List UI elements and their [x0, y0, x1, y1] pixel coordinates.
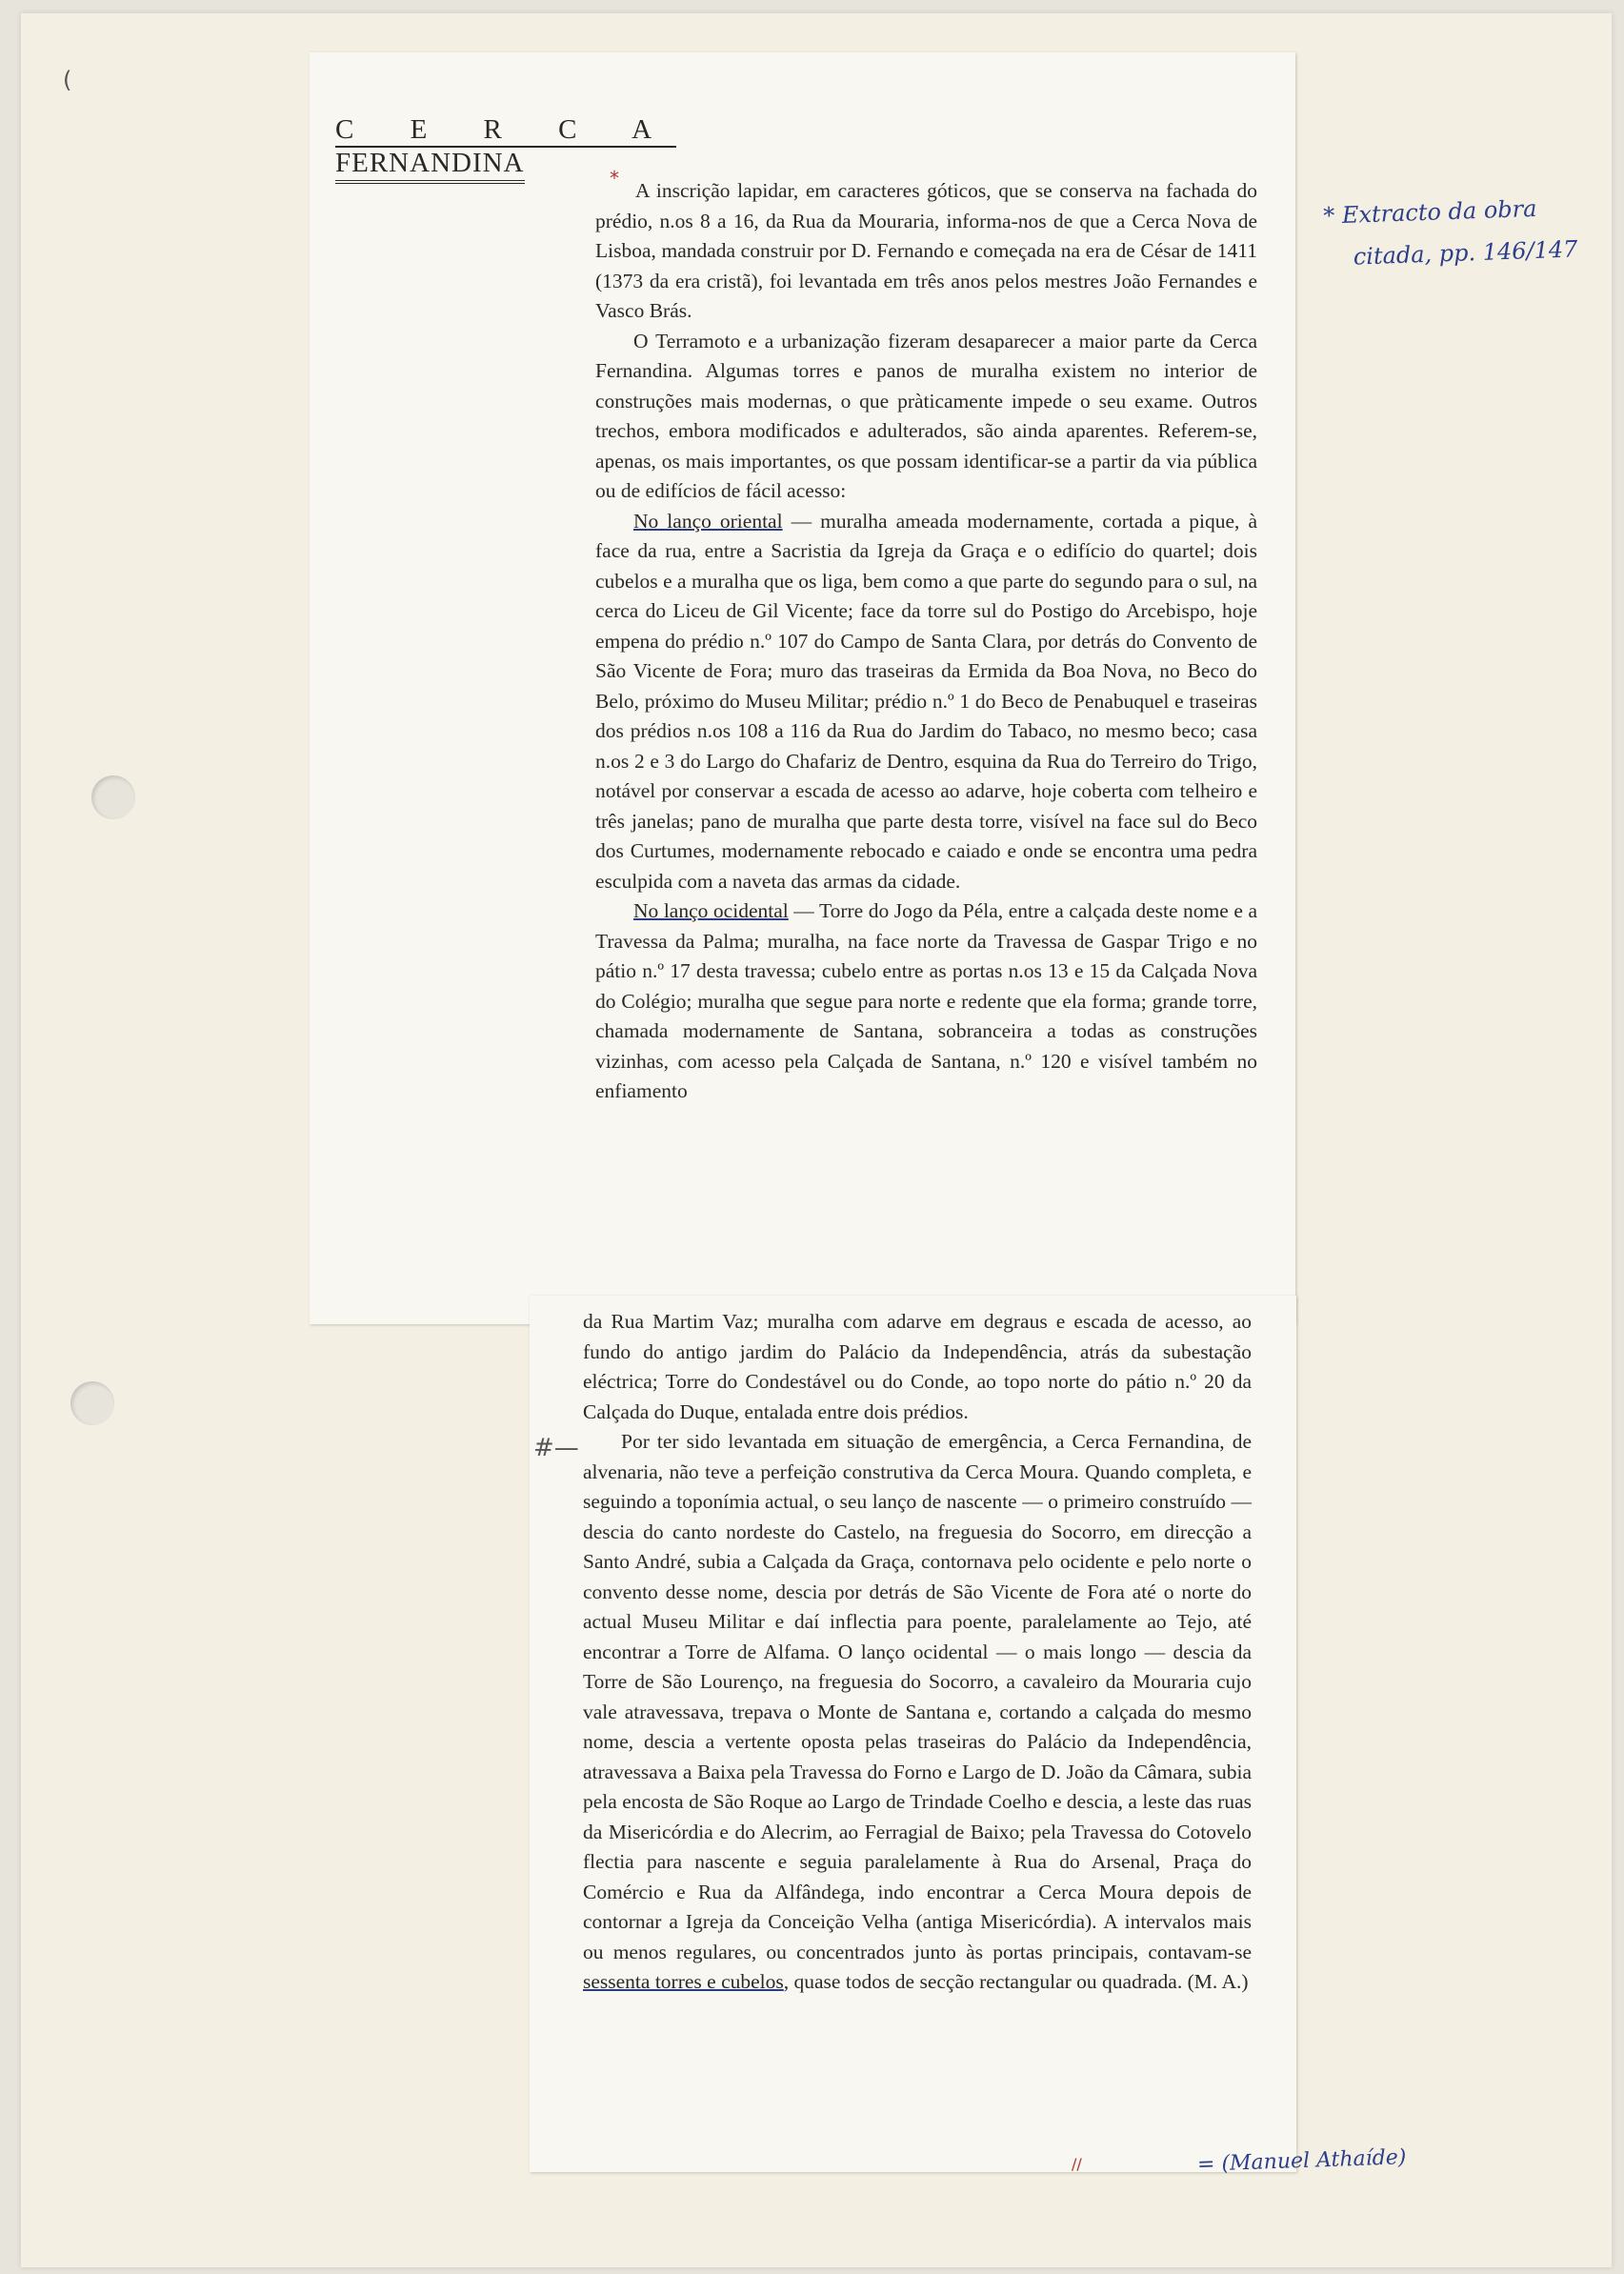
hash-mark: #—	[533, 1434, 579, 1462]
article-body-top	[595, 176, 1257, 1107]
punch-hole-upper	[91, 775, 135, 819]
margin-note-line-1: * Extracto da obra	[1322, 194, 1537, 230]
left-edge-mark: (	[63, 67, 72, 93]
margin-note-line-2: citada, pp. 146/147	[1353, 235, 1578, 271]
paragraph-summary	[583, 1427, 1252, 1998]
text-summary-end: , quase todos de secção rectangular ou quadrada. (M. A.)	[783, 1970, 1249, 1993]
title-line-1: C E R C A	[335, 114, 676, 148]
handwritten-margin-note	[1323, 186, 1579, 278]
text-summary-start: Por ter sido levantada em situação de emergência, a Cerca Fernandina, de alvenaria, não teve a perfeição construtiva da Cerca Moura. Quando completa, e seguindo a toponímia actual, o seu lanço de nascente — o primeiro construído — descia do canto nordeste do Castelo, na freguesia do Socorro, em direcção a Santo André, subia a Calçada da Graça, contornava pelo ocidente e pelo norte o convento desse nome, descia por detrás de São Vicente de Fora até o norte do actual Museu Militar e daí inflectia para poente, paralelamente ao Tejo, até encontrar a Torre de Alfama. O lanço ocidental — o mais longo — descia da Torre de São Lourenço, na freguesia do Socorro, a cavaleiro da Mouraria cujo vale atravessava, trepava o Monte de Santana e, cortando a calçada do mesmo nome, descia a vertente oposta pelas traseiras do Palácio da Independência, atravessava a Baixa pela Travessa do Forno e Largo de D. João da Câmara, subia pela encosta de São Roque ao Largo de Trindade Coelho e descia, a leste das ruas da Misericórdia e do Alecrim, ao Ferragial de Baixo; pela Travessa do Cotovelo flectia para nascente e seguia paralelamente à Rua do Arsenal, Praça do Comércio e Rua da Alfândega, indo encontrar a Cerca Moura depois de contornar a Igreja da Conceição Velha (antiga Misericórdia). A intervalos mais ou menos regulares, ou concentrados junto às portas principais, contavam-se	[583, 1430, 1252, 1963]
article-title	[335, 114, 676, 184]
paragraph-continuation: da Rua Martim Vaz; muralha com adarve em degraus e escada de acesso, ao fundo do antigo jardim do Palácio da Independência, atrás da subestação eléctrica; Torre do Condestável ou do Conde, ao topo norte do pátio n.º 20 da Calçada do Duque, entalada entre dois prédios.	[583, 1310, 1252, 1423]
insert-mark: *	[610, 167, 619, 190]
paragraph-inscription: A inscrição lapidar, em caracteres góticos, que se conserva na fachada do prédio, n.os 8 a 16, da Rua da Mouraria, informa-nos de que a Cerca Nova de Lisboa, mandada construir por D. Fernando e começada na era de César de 1411 (1373 da era cristã), foi levantada em três anos pelos mestres João Fernandes e Vasco Brás.	[595, 179, 1257, 322]
punch-hole-lower	[70, 1381, 114, 1425]
end-mark: //	[1072, 2155, 1082, 2173]
text-lanco-ocidental: — Torre do Jogo da Péla, entre a calçada deste nome e a Travessa da Palma; muralha, na face norte da Travessa de Gaspar Trigo e no pátio n.º 17 desta travessa; cubelo entre as portas n.os 13 e 15 da Calçada Nova do Colégio; muralha que segue para norte e redente que ela forma; grande torre, chamada modernamente de Santana, sobranceira a todas as construções vizinhas, com acesso pela Calçada de Santana, n.º 120 e visível também no enfiamento	[595, 899, 1257, 1102]
heading-lanco-oriental: No lanço oriental	[633, 509, 783, 533]
handwritten-author-note: = (Manuel Athaíde)	[1196, 2145, 1407, 2177]
title-line-2: FERNANDINA	[335, 148, 525, 183]
underlined-torres: sessenta torres e cubelos	[583, 1970, 784, 1993]
text-lanco-oriental: — muralha ameada modernamente, cortada a pique, à face da rua, entre a Sacristia da Igreja da Graça e o edifício do quartel; dois cubelos e a muralha que os liga, bem como a que parte do segundo para o sul, na cerca do Liceu de Gil Vicente; face da torre sul do Postigo do Arcebispo, hoje empena do prédio n.º 107 do Campo de Santa Clara, por detrás do Convento de São Vicente de Fora; muro das traseiras da Ermida da Boa Nova, no Beco do Belo, próximo do Museu Militar; prédio n.º 1 do Beco de Penabuquel e traseiras dos prédios n.os 108 a 116 da Rua do Jardim do Tabaco, no mesmo beco; casa n.os 2 e 3 do Largo do Chafariz de Dentro, esquina da Rua do Terreiro do Trigo, notável por conservar a escada de acesso ao adarve, hoje coberta com telheiro e três janelas; pano de muralha que parte desta torre, visível na face sul do Beco dos Curtumes, modernamente rebocado e caiado e onde se encontra uma pedra esculpida com a naveta das armas da cidade.	[595, 509, 1257, 893]
heading-lanco-ocidental: No lanço ocidental	[633, 899, 789, 922]
paragraph-lanco-oriental	[595, 507, 1257, 897]
paragraph-lanco-ocidental	[595, 896, 1257, 1107]
paragraph-terramoto: O Terramoto e a urbanização fizeram desaparecer a maior parte da Cerca Fernandina. Algumas torres e panos de muralha existem no interior de construções mais modernas, o que pràticamente impede o seu exame. Outros trechos, embora modificados e adulterados, são ainda aparentes. Referem-se, apenas, os mais importantes, os que possam identificar-se a partir da via pública ou de edifícios de fácil acesso:	[595, 329, 1257, 502]
article-body-bottom	[583, 1307, 1252, 1998]
